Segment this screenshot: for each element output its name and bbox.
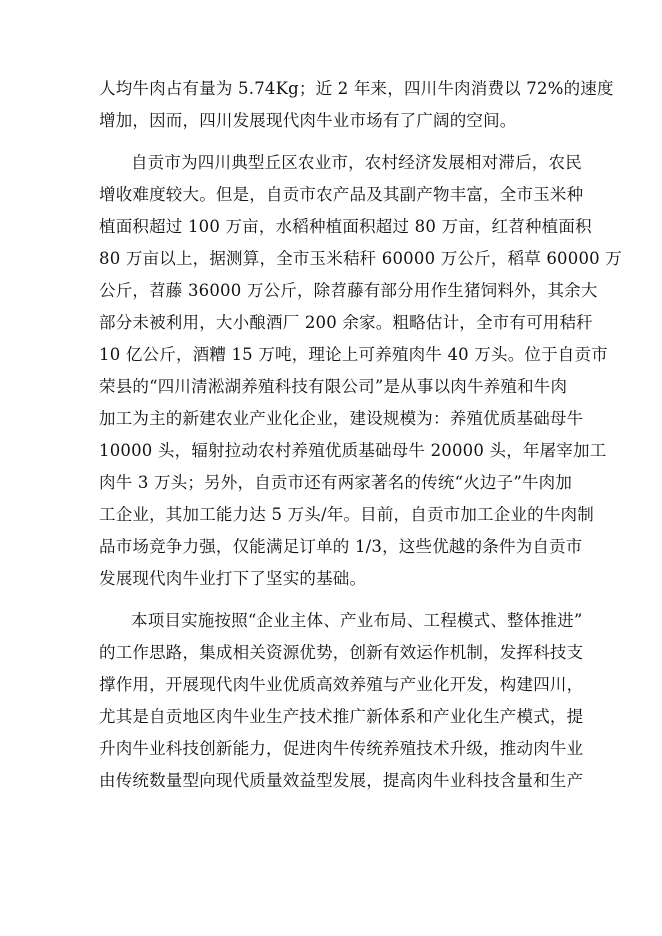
- text-line: 部分未被利用，大小酿酒厂 200 余家。粗略估计，全市有可用秸秆: [99, 313, 593, 332]
- text-line: 10000 头，辐射拉动农村养殖优质基础母牛 20000 头，年屠宰加工: [99, 441, 607, 460]
- text-line: 由传统数量型向现代质量效益型发展，提高肉牛业科技含量和生产: [99, 771, 584, 790]
- text-line: 80 万亩以上，据测算，全市玉米秸秆 60000 万公斤，稻草 60000 万: [99, 249, 622, 268]
- text-line: 工企业，其加工能力达 5 万头/年。目前，自贡市加工企业的牛肉制: [99, 505, 594, 524]
- text-line: 发展现代肉牛业打下了坚实的基础。: [99, 569, 367, 588]
- text-line: 尤其是自贡地区肉牛业生产技术推广新体系和产业化生产模式，提: [99, 707, 584, 726]
- text-line: 升肉牛业科技创新能力，促进肉牛传统养殖技术升级，推动肉牛业: [99, 739, 584, 758]
- text-line: 撑作用，开展现代肉牛业优质高效养殖与产业化开发，构建四川，: [99, 675, 584, 694]
- text-line: 的工作思路，集成相关资源优势，创新有效运作机制，发挥科技支: [99, 643, 584, 662]
- text-line: 肉牛 3 万头；另外，自贡市还有两家著名的传统“火边子”牛肉加: [99, 473, 573, 492]
- text-line: 增收难度较大。但是，自贡市农产品及其副产物丰富，全市玉米种: [99, 185, 584, 204]
- text-line: 加工为主的新建农业产业化企业，建设规模为：养殖优质基础母牛: [99, 409, 584, 428]
- text-line: 植面积超过 100 万亩，水稻种植面积超过 80 万亩，红苕种植面积: [99, 217, 592, 236]
- paragraph-start-line: 本项目实施按照“企业主体、产业布局、工程模式、整体推进”: [131, 611, 583, 630]
- paragraph-start-line: 自贡市为四川典型丘区农业市，农村经济发展相对滞后，农民: [131, 153, 582, 172]
- text-line: 品市场竞争力强，仅能满足订单的 1/3，这些优越的条件为自贡市: [99, 537, 583, 556]
- text-line: 荣县的“四川清淞湖养殖科技有限公司”是从事以肉牛养殖和牛肉: [99, 377, 568, 396]
- text-line: 公斤，苕藤 36000 万公斤，除苕藤有部分用作生猪饲料外，其余大: [99, 281, 598, 300]
- text-line: 人均牛肉占有量为 5.74Kg；近 2 年来，四川牛肉消费以 72%的速度: [99, 79, 614, 98]
- text-line: 增加，因而，四川发展现代肉牛业市场有了广阔的空间。: [99, 111, 517, 130]
- text-line: 10 亿公斤，酒糟 15 万吨，理论上可养殖肉牛 40 万头。位于自贡市: [99, 345, 608, 364]
